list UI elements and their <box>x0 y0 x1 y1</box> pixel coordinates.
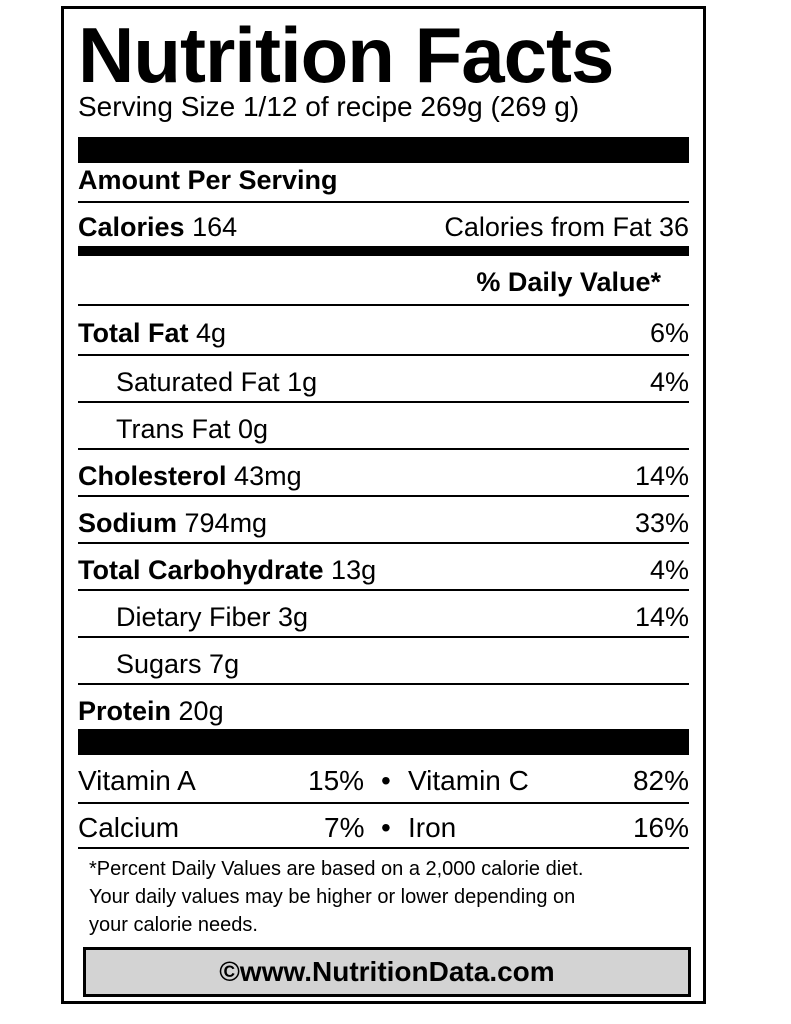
divider <box>78 683 689 685</box>
nutrient-label: Saturated Fat 1g <box>116 367 318 397</box>
label-content <box>78 9 689 1001</box>
serving-size: Serving Size 1/12 of recipe 269g (269 g) <box>78 91 580 122</box>
bullet-separator: • <box>381 765 391 796</box>
vitamin-name: Vitamin C <box>408 765 529 796</box>
vitamin-name: Iron <box>408 812 457 843</box>
nutrient-dv: 14% <box>634 602 689 632</box>
nutrient-dv: 33% <box>634 508 689 538</box>
vitamin-percent: 15% <box>308 765 365 796</box>
vitamin-percent: 82% <box>632 765 689 796</box>
vitamin-name: Vitamin A <box>78 765 196 796</box>
divider <box>78 354 689 356</box>
divider <box>78 448 689 450</box>
nutrient-label: Total Fat <box>78 318 189 348</box>
nutrition-label <box>61 6 706 1004</box>
medium-divider <box>78 246 689 256</box>
nutrient-amount: 794mg <box>184 508 268 538</box>
calories-label: Calories <box>78 212 185 242</box>
nutrient-dv: 4% <box>649 555 689 585</box>
calories-from-fat: Calories from Fat 36 <box>444 212 689 242</box>
vitamin-percent: 7% <box>324 812 365 843</box>
divider <box>78 847 689 849</box>
divider <box>78 201 689 203</box>
label-title: Nutrition Facts <box>78 11 614 99</box>
divider <box>78 542 689 544</box>
nutrient-label: Dietary Fiber 3g <box>116 602 309 632</box>
vitamin-percent: 16% <box>632 812 689 843</box>
brand-link[interactable]: ©www.NutritionData.com <box>83 947 691 997</box>
divider <box>78 802 689 804</box>
divider <box>78 636 689 638</box>
nutrient-label: Protein <box>78 696 172 726</box>
nutrient-amount: 20g <box>178 696 224 726</box>
footnote-line: Your daily values may be higher or lower depending on <box>89 886 576 908</box>
nutrient-label: Trans Fat 0g <box>116 414 269 444</box>
nutrient-amount: 43mg <box>234 461 302 491</box>
nutrient-label: Total Carbohydrate <box>78 555 324 585</box>
daily-value-header: % Daily Value* <box>476 267 661 297</box>
divider <box>78 401 689 403</box>
divider <box>78 589 689 591</box>
nutrient-label: Sugars 7g <box>116 649 240 679</box>
footnote-line: your calorie needs. <box>89 914 258 936</box>
nutrient-amount: 13g <box>331 555 377 585</box>
nutrient-label: Sodium <box>78 508 177 538</box>
thick-divider <box>78 137 689 163</box>
nutrient-dv: 6% <box>649 318 689 348</box>
amount-per-serving: Amount Per Serving <box>78 165 338 195</box>
bullet-separator: • <box>381 812 391 843</box>
vitamin-name: Calcium <box>78 812 180 843</box>
nutrient-amount: 4g <box>196 318 227 348</box>
footnote-line: *Percent Daily Values are based on a 2,000 calorie diet. <box>89 858 584 880</box>
calories-value: 164 <box>192 212 238 242</box>
divider <box>78 304 689 306</box>
nutrient-dv: 4% <box>649 367 689 397</box>
divider <box>78 495 689 497</box>
nutrient-dv: 14% <box>634 461 689 491</box>
nutrient-label: Cholesterol <box>78 461 227 491</box>
footnote <box>89 855 689 939</box>
thick-divider <box>78 729 689 755</box>
